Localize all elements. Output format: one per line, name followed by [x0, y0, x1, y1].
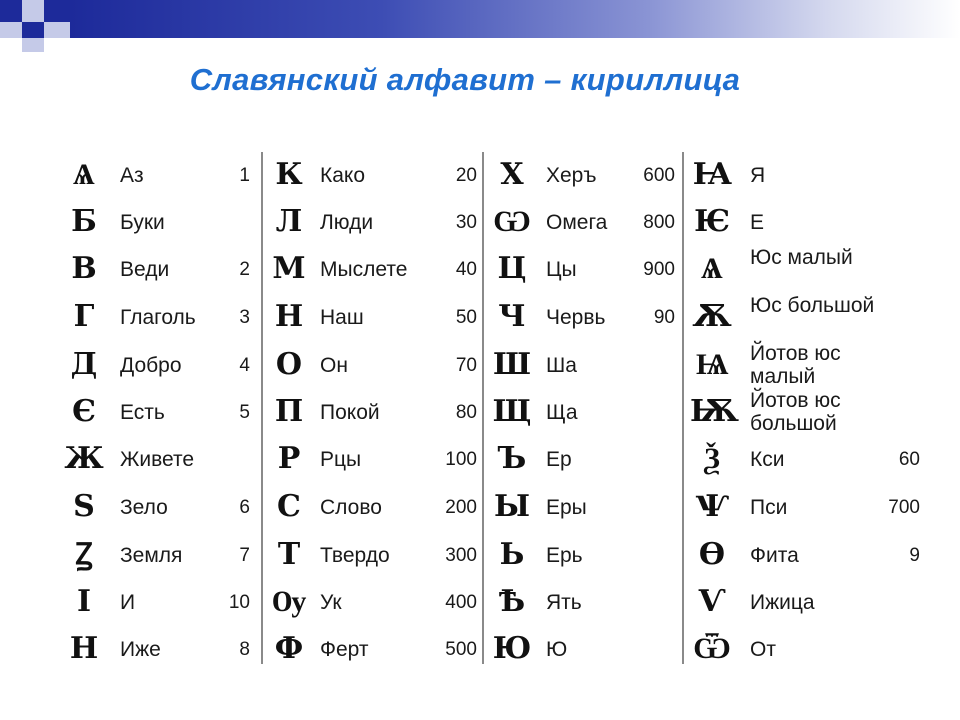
decor-square [44, 0, 70, 22]
letter-value: 900 [643, 259, 675, 280]
letter-glyph: Ѩ [695, 347, 729, 382]
letter-value: 80 [455, 402, 477, 423]
letter-row [267, 532, 481, 578]
letter-row [690, 342, 930, 388]
letter-value: 10 [228, 592, 250, 613]
letter-row [490, 342, 680, 388]
letter-name: Зело [120, 496, 168, 519]
column-separator [261, 152, 263, 664]
letter-glyph: Ж [64, 441, 104, 476]
letter-row [62, 626, 261, 672]
letter-row [490, 246, 680, 292]
letter-name: Покой [320, 401, 380, 424]
letter-value: 3 [239, 307, 250, 328]
letter-name: Ук [320, 591, 342, 614]
letter-glyph: К [275, 157, 303, 192]
letter-glyph: Ц [497, 251, 527, 286]
letter-value: 8 [239, 639, 250, 660]
letter-glyph: Г [73, 299, 95, 334]
letter-row [267, 626, 481, 672]
letter-name: Добро [120, 354, 182, 377]
letter-name: Твердо [320, 544, 390, 567]
letter-glyph: В [71, 251, 97, 286]
letter-row [690, 152, 930, 198]
letter-row [690, 294, 930, 340]
letter-glyph: Ѱ [695, 489, 729, 524]
alphabet-table [62, 152, 932, 664]
decor-square [44, 22, 70, 38]
letter-name: Рцы [320, 448, 362, 471]
letter-row [62, 436, 261, 482]
letter-glyph: Ѭ [690, 394, 739, 429]
letter-glyph: Ѿ [693, 631, 731, 666]
header-gradient-bar [70, 0, 960, 38]
letter-name: Живете [120, 448, 195, 471]
alphabet-column-1 [62, 152, 261, 664]
letter-row [62, 294, 261, 340]
letter-glyph: Б [71, 204, 97, 239]
letter-name: Фита [750, 544, 799, 567]
alphabet-column-4 [690, 152, 930, 664]
letter-name: Я [750, 164, 766, 187]
letter-value: 400 [445, 592, 477, 613]
letter-name: Ферт [320, 638, 369, 661]
letter-row [267, 152, 481, 198]
letter-glyph: П [274, 394, 304, 429]
column-separator [482, 152, 484, 664]
letter-glyph: Ѳ [698, 537, 726, 572]
letter-glyph: Т [277, 537, 301, 572]
letter-name: Ижица [750, 591, 815, 614]
letter-row [690, 436, 930, 482]
letter-row [490, 436, 680, 482]
alphabet-column-3 [490, 152, 680, 664]
decor-square [0, 22, 22, 38]
letter-glyph: Є [72, 394, 96, 429]
letter-glyph: Ѥ [694, 204, 730, 239]
letter-name: Ять [546, 591, 582, 614]
letter-value: 700 [888, 497, 920, 518]
letter-value: 1 [239, 165, 250, 186]
letter-row [62, 389, 261, 435]
letter-name: Он [320, 354, 348, 377]
letter-glyph: Ѡ [493, 204, 531, 239]
letter-glyph: С [277, 489, 301, 524]
letter-row [490, 532, 680, 578]
letter-name: И [120, 591, 136, 614]
letter-value: 5 [239, 402, 250, 423]
letter-name: Херъ [546, 164, 597, 187]
slide-header-decoration [0, 0, 960, 50]
letter-name: Веди [120, 258, 170, 281]
letter-glyph: Н [69, 631, 99, 666]
letter-name: Ерь [546, 544, 583, 567]
letter-row [690, 246, 930, 292]
letter-name: Кси [750, 448, 785, 471]
letter-row [490, 199, 680, 245]
letter-value: 500 [445, 639, 477, 660]
letter-glyph: Н [274, 299, 304, 334]
letter-value: 50 [455, 307, 477, 328]
letter-row [62, 532, 261, 578]
letter-row [490, 626, 680, 672]
letter-name: Цы [546, 258, 577, 281]
letter-row [62, 342, 261, 388]
letter-glyph: Ѧ [73, 157, 95, 192]
alphabet-column-2 [267, 152, 481, 664]
letter-row [690, 484, 930, 530]
letter-name: Пси [750, 496, 788, 519]
letter-glyph: Ꙗ [692, 157, 732, 192]
letter-name: Йотов юс малый [750, 342, 841, 388]
letter-name: Червь [546, 306, 606, 329]
letter-value: 800 [643, 212, 675, 233]
letter-value: 600 [643, 165, 675, 186]
column-separator [682, 152, 684, 664]
letter-row [690, 626, 930, 672]
letter-row [62, 152, 261, 198]
letter-glyph: Ы [493, 489, 531, 524]
letter-name: Люди [320, 211, 374, 234]
letter-glyph: Ш [492, 347, 532, 382]
letter-name: Йотов юс большой [750, 389, 841, 435]
letter-value: 40 [455, 259, 477, 280]
letter-value: 300 [445, 545, 477, 566]
decor-square [22, 22, 44, 38]
letter-row [490, 484, 680, 530]
letter-value: 7 [239, 545, 250, 566]
letter-value: 200 [445, 497, 477, 518]
letter-name: Иже [120, 638, 161, 661]
letter-glyph: Ꙁ [75, 537, 93, 572]
letter-row [267, 342, 481, 388]
letter-glyph: Ѵ [698, 584, 726, 619]
letter-row [267, 199, 481, 245]
letter-value: 90 [653, 307, 675, 328]
letter-glyph: Ѹ [271, 584, 307, 619]
letter-name: Буки [120, 211, 165, 234]
letter-name: Слово [320, 496, 382, 519]
letter-value: 20 [455, 165, 477, 186]
letter-row [267, 389, 481, 435]
letter-row [490, 389, 680, 435]
letter-name: Аз [120, 164, 144, 187]
letter-row [267, 436, 481, 482]
letter-glyph: Ѯ [704, 441, 720, 476]
letter-row [490, 294, 680, 340]
letter-name: Наш [320, 306, 364, 329]
letter-row [267, 246, 481, 292]
letter-glyph: Ѫ [692, 299, 732, 334]
letter-name: Омега [546, 211, 608, 234]
letter-name: Ща [546, 401, 578, 424]
letter-row [490, 152, 680, 198]
letter-glyph: О [275, 347, 303, 382]
letter-value: 30 [455, 212, 477, 233]
letter-glyph: Д [70, 347, 98, 382]
letter-glyph: Л [275, 204, 303, 239]
letter-glyph: Ь [499, 537, 525, 572]
letter-name: Земля [120, 544, 183, 567]
letter-value: 2 [239, 259, 250, 280]
letter-name: Како [320, 164, 366, 187]
letter-row [490, 579, 680, 625]
letter-glyph: Щ [492, 394, 532, 429]
letter-value: 9 [909, 545, 920, 566]
letter-glyph: Ф [274, 631, 304, 666]
letter-value: 6 [239, 497, 250, 518]
letter-glyph: Ѧ [701, 251, 723, 286]
letter-glyph: Ч [498, 299, 526, 334]
letter-row [62, 579, 261, 625]
letter-row [690, 389, 930, 435]
letter-glyph: Х [500, 157, 524, 192]
letter-name: Глаголь [120, 306, 196, 329]
letter-name: Ер [546, 448, 572, 471]
letter-row [690, 199, 930, 245]
letter-row [62, 199, 261, 245]
letter-name: Ю [546, 638, 568, 661]
page-title: Славянский алфавит – кириллица [189, 62, 741, 97]
letter-glyph: Ѕ [73, 489, 95, 524]
letter-glyph: І [76, 584, 92, 619]
letter-name: Мыслете [320, 258, 408, 281]
letter-glyph: Ѣ [498, 584, 526, 619]
letter-row [267, 484, 481, 530]
decor-square [0, 0, 22, 22]
letter-glyph: М [272, 251, 306, 286]
letter-name: От [750, 638, 776, 661]
letter-name: Ша [546, 354, 577, 377]
letter-name: Юс большой [750, 294, 875, 317]
letter-row [267, 294, 481, 340]
letter-glyph: Р [277, 441, 301, 476]
letter-row [267, 579, 481, 625]
letter-name: Юс малый [750, 246, 853, 269]
letter-glyph: Ъ [497, 441, 527, 476]
letter-row [690, 532, 930, 578]
letter-value: 60 [898, 449, 920, 470]
letter-row [62, 246, 261, 292]
letter-value: 70 [455, 355, 477, 376]
letter-row [62, 484, 261, 530]
letter-value: 100 [445, 449, 477, 470]
letter-row [690, 579, 930, 625]
letter-value: 4 [239, 355, 250, 376]
letter-name: Е [750, 211, 765, 234]
letter-name: Еры [546, 496, 587, 519]
decor-square [22, 38, 44, 52]
letter-glyph: Ю [492, 631, 532, 666]
decor-square [22, 0, 44, 22]
letter-name: Есть [120, 401, 165, 424]
